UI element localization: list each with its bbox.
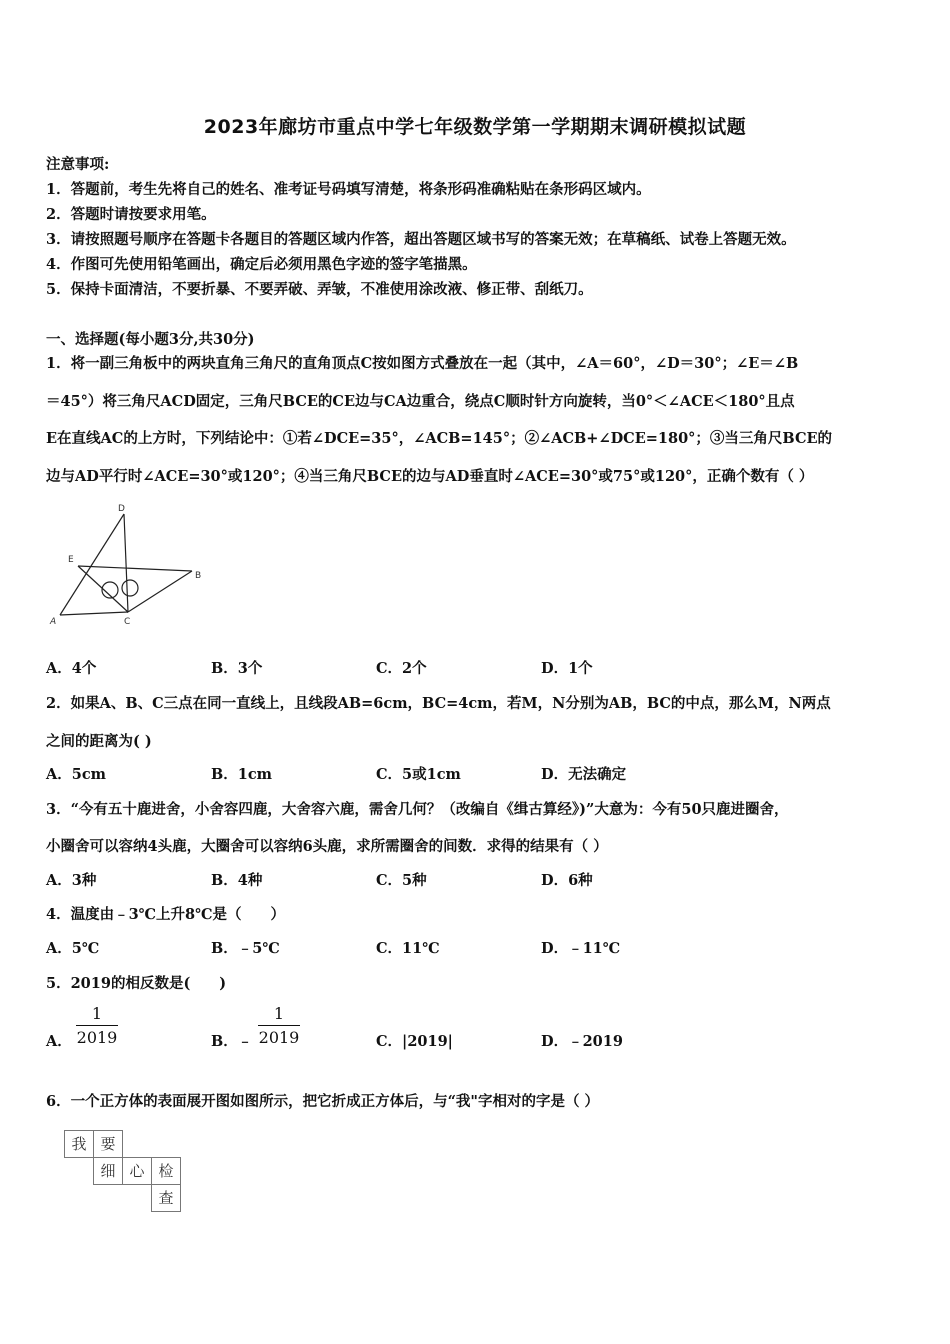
option-a: A．3种 <box>46 872 97 889</box>
net-cell: 心 <box>122 1157 152 1185</box>
question-text: 之间的距离为( ) <box>46 733 152 750</box>
option-d: D．1个 <box>541 660 593 677</box>
net-cell: 检 <box>151 1157 181 1185</box>
option-b-fraction <box>258 1004 300 1047</box>
net-cell: 查 <box>151 1184 181 1212</box>
option-b: B．1cm <box>211 766 273 783</box>
question-text: 4．温度由﹣3℃上升8℃是（ ） <box>46 906 286 923</box>
line-eb <box>78 566 192 571</box>
notice-item: 2．答题时请按要求用笔。 <box>46 206 216 223</box>
option-d: D．无法确定 <box>541 766 627 783</box>
net-cell: 我 <box>64 1130 94 1158</box>
net-cell: 要 <box>93 1130 123 1158</box>
fraction-denominator: 2019 <box>76 1028 118 1047</box>
triangle-figure <box>44 500 204 630</box>
notice-item: 4．作图可先使用铅笔画出，确定后必须用黑色字迹的签字笔描黑。 <box>46 256 477 273</box>
option-b: B．3个 <box>211 660 263 677</box>
notice-heading: 注意事项: <box>46 156 110 173</box>
question-text: E在直线AC的上方时，下列结论中：①若∠DCE=35°，∠ACB=145°；②∠ACB+∠DCE=180°；③当三角尺BCE的 <box>46 430 833 447</box>
notice-item: 5．保持卡面清洁，不要折暴、不要弄破、弄皱，不准使用涂改液、修正带、刮纸刀。 <box>46 281 593 298</box>
notice-item: 1．答题前，考生先将自己的姓名、准考证号码填写清楚，将条形码准确粘贴在条形码区域内。 <box>46 181 651 198</box>
fraction-numerator: 1 <box>91 1004 103 1023</box>
page-title: 2023年廊坊市重点中学七年级数学第一学期期末调研模拟试题 <box>203 116 747 138</box>
question-text: 6．一个正方体的表面展开图如图所示，把它折成正方体后，与“我"字相对的字是（ ） <box>46 1093 600 1110</box>
option-c: C．5种 <box>376 872 427 889</box>
label-e: E <box>68 555 74 565</box>
question-text: 小圈舍可以容纳4头鹿，大圈舍可以容纳6头鹿，求所需圈舍的间数．求得的结果有（ ） <box>46 838 608 855</box>
line-ac <box>60 612 128 615</box>
option-a: A．4个 <box>46 660 97 677</box>
net-cell: 细 <box>93 1157 123 1185</box>
fraction-bar <box>76 1025 118 1026</box>
option-c: C．|2019| <box>376 1033 453 1050</box>
option-d: D．6种 <box>541 872 593 889</box>
option-c: C．2个 <box>376 660 427 677</box>
question-text: 2．如果A、B、C三点在同一直线上，且线段AB=6cm，BC=4cm，若M，N分别为AB，BC的中点，那么M，N两点 <box>46 695 831 712</box>
option-d: D．﹣11℃ <box>541 940 621 957</box>
label-a: A <box>50 617 57 627</box>
fraction-numerator: 1 <box>273 1004 285 1023</box>
label-c: C <box>124 617 131 627</box>
option-c: C．5或1cm <box>376 766 461 783</box>
option-a: A．5℃ <box>46 940 100 957</box>
option-a: A．5cm <box>46 766 107 783</box>
question-text: ＝45°）将三角尺ACD固定，三角尺BCE的CE边与CA边重合，绕点C顺时针方向旋转，当0°＜∠ACE＜180°且点 <box>46 393 795 410</box>
question-text: 5．2019的相反数是( ) <box>46 975 227 992</box>
label-d: D <box>118 504 125 514</box>
section-heading: 一、选择题(每小题3分,共30分) <box>46 331 255 348</box>
line-ec <box>78 566 128 612</box>
line-dc <box>124 514 128 612</box>
option-b: B．4种 <box>211 872 263 889</box>
option-d: D．﹣2019 <box>541 1033 623 1050</box>
question-text: 3．“今有五十鹿进舍，小舍容四鹿，大舍容六鹿，需舍几何？（改编自《缉古算经》)”大意为：今有50只鹿进圈舍， <box>46 801 789 818</box>
fraction-denominator: 2019 <box>258 1028 300 1047</box>
option-a-fraction <box>76 1004 118 1047</box>
angle-mark <box>122 580 138 596</box>
option-a-label: A． <box>46 1033 72 1050</box>
label-b: B <box>195 571 202 581</box>
option-b: B．﹣5℃ <box>211 940 280 957</box>
question-text: 边与AD平行时∠ACE=30°或120°；④当三角尺BCE的边与AD垂直时∠ACE=30°或75°或120°，正确个数有（ ） <box>46 468 814 485</box>
fraction-bar <box>258 1025 300 1026</box>
notice-item: 3．请按照题号顺序在答题卡各题目的答题区域内作答，超出答题区域书写的答案无效；在草稿纸、试卷上答题无效。 <box>46 231 796 248</box>
option-c: C．11℃ <box>376 940 440 957</box>
option-b-label: B．﹣ <box>211 1033 253 1050</box>
question-text: 1．将一副三角板中的两块直角三角尺的直角顶点C按如图方式叠放在一起（其中，∠A＝60°，∠D＝30°；∠E＝∠B <box>46 355 799 372</box>
